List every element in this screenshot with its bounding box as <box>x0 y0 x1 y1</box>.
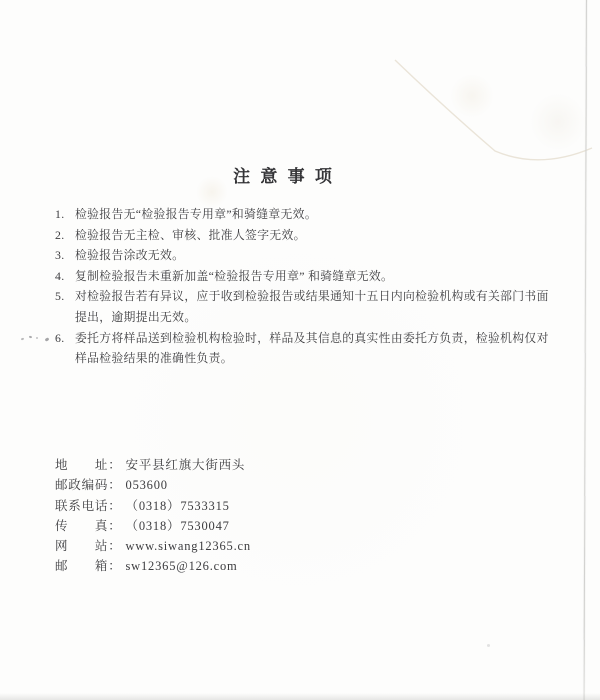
note-number: 2. <box>55 227 65 242</box>
note-text: 对检验报告若有异议，应于收到检验报告或结果通知十五日内向检验机构或有关部门书面提出，逾期提出无效。 <box>75 289 549 324</box>
contact-value: www.siwang12365.cn <box>125 539 251 554</box>
contact-label: 网 站： <box>55 539 122 554</box>
note-item <box>55 286 560 327</box>
note-item <box>55 245 560 266</box>
ink-speck <box>36 337 38 339</box>
contact-row <box>55 536 251 556</box>
contact-label: 地 址： <box>55 458 122 472</box>
note-text: 委托方将样品送到检验机构检验时，样品及其信息的真实性由委托方负责，检验机构仅对样品检验结果的准确性负责。 <box>75 330 549 366</box>
contact-value: sw12365@126.com <box>125 559 238 574</box>
note-number: 1. <box>55 207 65 221</box>
notes-list <box>55 204 560 369</box>
note-text: 检验报告无“检验报告专用章”和骑缝章无效。 <box>75 207 317 221</box>
note-number: 3. <box>55 248 65 263</box>
note-text: 检验报告无主检、审核、批准人签字无效。 <box>75 227 306 242</box>
contact-block <box>55 455 251 577</box>
contact-row <box>55 516 251 536</box>
contact-value: （0318）7530047 <box>125 518 230 533</box>
note-number: 4. <box>55 268 65 283</box>
note-number: 6. <box>55 330 65 345</box>
contact-row <box>55 455 251 475</box>
note-text: 检验报告涂改无效。 <box>75 248 185 263</box>
contact-row <box>55 475 251 495</box>
contact-value: 安平县红旗大街西头 <box>125 458 246 472</box>
note-number: 5. <box>55 289 65 304</box>
note-item <box>55 266 560 287</box>
contact-row <box>55 496 251 516</box>
ink-speck <box>21 338 25 341</box>
ink-speck <box>487 644 490 647</box>
contact-value: （0318）7533315 <box>125 498 230 513</box>
page-title: 注 意 事 项 <box>233 167 335 187</box>
note-text: 复制检验报告未重新加盖“检验报告专用章” 和骑缝章无效。 <box>75 268 394 283</box>
contact-label: 邮政编码： <box>55 478 122 493</box>
note-item <box>55 328 560 369</box>
contact-label: 联系电话： <box>55 498 122 513</box>
contact-row <box>55 556 251 576</box>
note-item <box>55 204 560 225</box>
contact-value: 053600 <box>125 478 168 493</box>
contact-label: 邮 箱： <box>55 559 122 574</box>
note-item <box>55 225 560 246</box>
paper-crease <box>390 58 600 178</box>
scan-edge-line <box>584 0 587 700</box>
ink-speck <box>45 337 50 342</box>
ink-speck <box>29 336 32 339</box>
page-bottom-shadow <box>0 693 600 700</box>
contact-label: 传 真： <box>55 518 122 533</box>
